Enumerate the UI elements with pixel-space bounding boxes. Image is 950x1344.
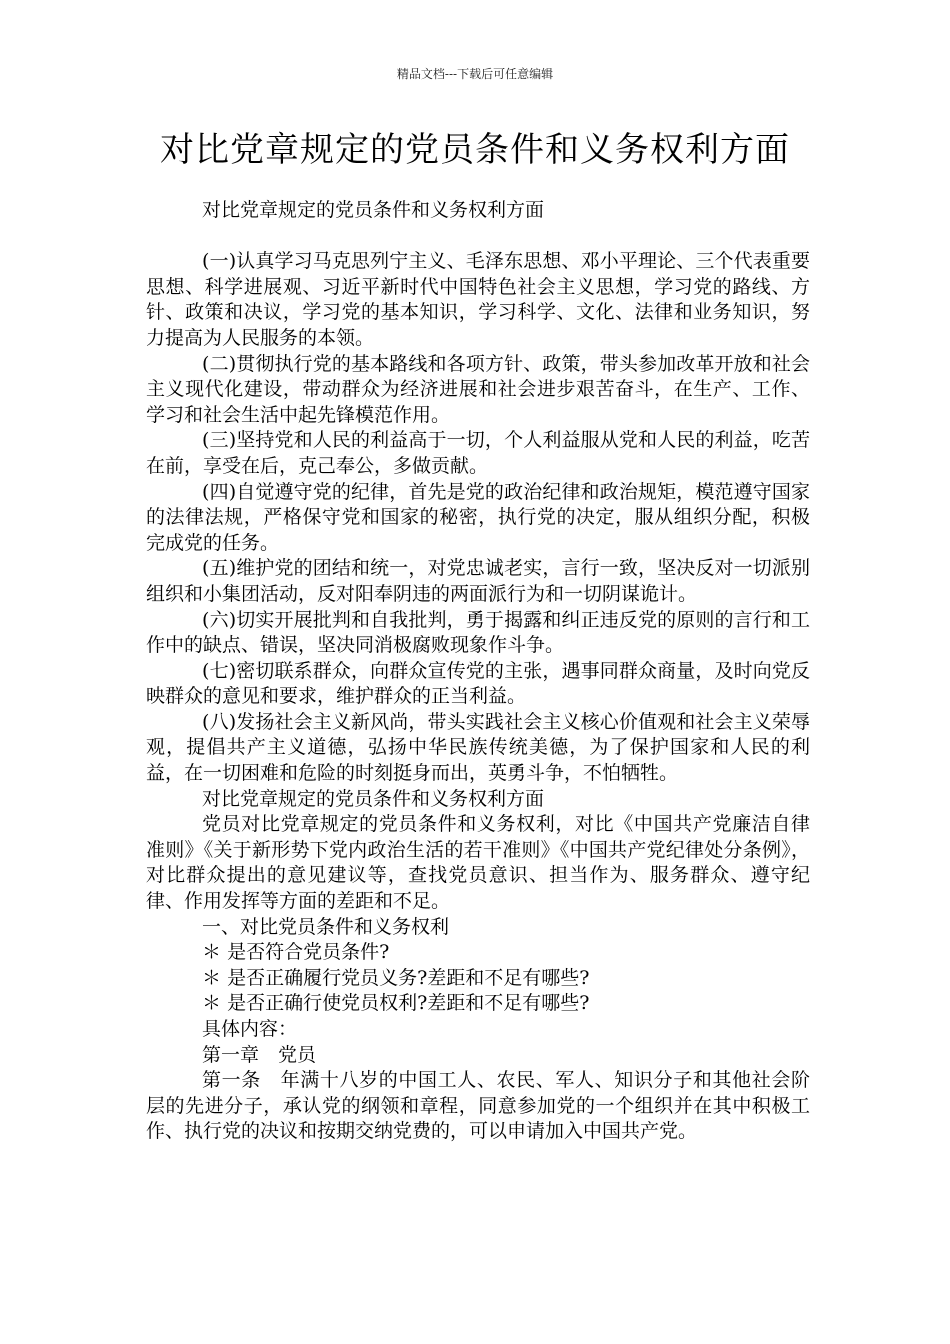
section-heading: 一、对比党员条件和义务权利 [202, 915, 450, 938]
paragraph: (七)密切联系群众，向群众宣传党的主张，遇事同群众商量，及时向党反映群众的意见和要求，维护群众的正当利益。 [146, 659, 810, 708]
paragraph: (二)贯彻执行党的基本路线和各项方针、政策，带头参加改革开放和社会主义现代化建设，带动群众为经济进展和社会进步艰苦奋斗，在生产、工作、学习和社会生活中起先锋模范作用。 [146, 352, 810, 426]
paragraph: (八)发扬社会主义新风尚，带头实践社会主义核心价值观和社会主义荣辱观，提倡共产主义道德，弘扬中华民族传统美德，为了保护国家和人民的利益，在一切困难和危险的时刻挺身而出，英勇斗争，不怕牺牲。 [146, 710, 810, 785]
list-item: ＊ 是否正确行使党员权利?差距和不足有哪些? [202, 992, 590, 1015]
paragraph: (五)维护党的团结和统一，对党忠诚老实，言行一致，坚决反对一切派别组织和小集团活动，反对阳奉阴违的两面派行为和一切阴谋诡计。 [146, 557, 810, 605]
paragraph: 党员对比党章规定的党员条件和义务权利，对比《中国共产党廉洁自律准则》《关于新形势下党内政治生活的若干准则》《中国共产党纪律处分条例》，对比群众提出的意见建议等，查找党员意识、担当作为、服务群众、遵守纪律、作用发挥等方面的差距和不足。 [146, 813, 810, 913]
header-note: 精品文档---下载后可任意编辑 [396, 67, 554, 81]
document-body [146, 198, 810, 1145]
paragraph: (一)认真学习马克思列宁主义、毛泽东思想、邓小平理论、三个代表重要思想、科学进展观、习近平新时代中国特色社会主义思想，学习党的路线、方针、政策和决议，学习党的基本知识，学习科学、文化、法律和业务知识，努力提高为人民服务的本领。 [146, 250, 810, 349]
page-title: 对比党章规定的党员条件和义务权利方面 [160, 130, 790, 170]
subtitle-paragraph: 对比党章规定的党员条件和义务权利方面 [202, 199, 545, 221]
paragraph: 第一条 年满十八岁的中国工人、农民、军人、知识分子和其他社会阶层的先进分子，承认党的纲领和章程，同意参加党的一个组织并在其中积极工作、执行党的决议和按期交纳党费的，可以申请加入中国共产党。 [146, 1069, 810, 1143]
paragraph: (四)自觉遵守党的纪律，首先是党的政治纪律和政治规矩，模范遵守国家的法律法规，严格保守党和国家的秘密，执行党的决定，服从组织分配，积极完成党的任务。 [146, 480, 810, 554]
section-heading: 对比党章规定的党员条件和义务权利方面 [202, 787, 545, 810]
list-item: ＊ 是否正确履行党员义务?差距和不足有哪些? [202, 966, 590, 989]
paragraph: (三)坚持党和人民的利益高于一切，个人利益服从党和人民的利益，吃苦在前，享受在后，克己奉公，多做贡献。 [146, 429, 810, 477]
chapter-heading: 第一章 党员 [202, 1043, 317, 1066]
list-item: ＊ 是否符合党员条件? [202, 941, 390, 964]
paragraph: 具体内容： [202, 1018, 298, 1040]
paragraph: (六)切实开展批判和自我批判，勇于揭露和纠正违反党的原则的言行和工作中的缺点、错误，坚决同消极腐败现象作斗争。 [146, 608, 810, 657]
